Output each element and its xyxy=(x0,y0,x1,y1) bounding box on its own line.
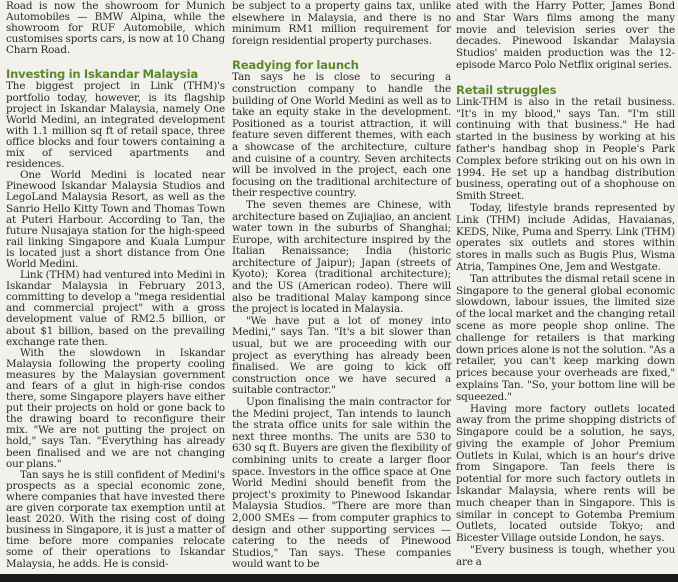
article-column-1 xyxy=(6,1,225,570)
paragraph: The biggest project in Link (THM)'s portfolio today, however, is its flagship project in Iskandar Malaysia, namely One World Medini, an integrated development with 1.1 million sq ft of retail space, three office blocks and four towers containing a mix of serviced apartments and residences. xyxy=(6,80,225,171)
paragraph: Link-THM is also in the retail business. "It's in my blood," says Tan. "I'm still continuing with that business." He had started in the business by working at his father's handbag shop in People's Park Complex before striking out on his own in 1994. He set up a handbag distribution business, operating out of a shophouse on Smith Street. xyxy=(456,95,675,203)
section-heading-investing-in-iskandar-malaysia: Investing in Iskandar Malaysia xyxy=(6,67,198,82)
paragraph: "We have put a lot of money into Medini," says Tan. "It's a bit slower than usual, but we are proceeding with our project as everything has already been finalised. We are going to kick off construction once we have secured a suitable contractor." xyxy=(232,314,451,397)
page-bottom-edge xyxy=(0,574,678,582)
paragraph: Tan attributes the dismal retail scene in Singapore to the general global economic slowdown, labour issues, the limited size of the local market and the changing retail scene as more people shop online. The challenge for retailers is that marking down prices alone is not the solution. "As a retailer, you can't keep marking down prices because your overheads are fixed," explains Tan. "So, your bottom line will be squeezed." xyxy=(456,272,675,403)
paragraph: Having more factory outlets located away from the prime shopping districts of Singapore could be a solution, he says, giving the example of Johor Premium Outlets in Kulai, which is an hour's drive from Singapore. Tan feels there is potential for more such factory outlets in Iskandar Malaysia, where rents will be much cheaper than in Singapore. This is similar in concept to Gotemba Premium Outlets, located outside Tokyo; and Bicester Village outside London, he says. xyxy=(456,402,675,545)
paragraph: Tan says he is close to securing a construction company to handle the building of One World Medini as well as to take an equity stake in the development. Positioned as a tourist attraction, it will feature seven different themes, with each a showcase of the architecture, culture and cuisine of a country. Seven architects will be involved in the project, each one focusing on the traditional architecture of their respective country. xyxy=(232,71,451,200)
paragraph: Road is now the showroom for Munich Automobiles — BMW Alpina, while the showroom for RUF Automobile, which customises sports cars, is now at 10 Chang Charn Road. xyxy=(6,0,225,57)
paragraph: Tan says he is still confident of Medini's prospects as a special economic zone, where companies that have invested there are given corporate tax exemption until at least 2020. With the rising cost of doing business in Singapore, it is just a matter of time before more companies relocate some of their operations to Iskandar Malaysia, he adds. He is consid- xyxy=(6,468,225,570)
paragraph: With the slowdown in Iskandar Malaysia following the property cooling measures by the Malaysian government and fears of a glut in high-rise condos there, some Singapore players have either put their projects on hold or gone back to the drawing board to reconfigure their mix. "We are not putting the project on hold," says Tan. "Everything has already been finalised and we are not changing our plans." xyxy=(6,346,225,470)
article-column-2 xyxy=(232,1,451,571)
paragraph: be subject to a property gains tax, unlike elsewhere in Malaysia, and there is no minimum RM1 million requirement for foreign residential property purchases. xyxy=(232,0,451,47)
paragraph: Today, lifestyle brands represented by Link (THM) include Adidas, Havaianas, KEDS, Nike, Puma and Sperry. Link (THM) operates six outlets and stores within stores in malls such as Bugis Plus, Wisma Atria, Tampines One, Jem and Westgate. xyxy=(456,201,675,273)
paragraph: "Every business is tough, whether you are a xyxy=(456,544,675,568)
paragraph: The seven themes are Chinese, with architecture based on Zujiajiao, an ancient water town in the suburbs of Shanghai; Europe, with architecture inspired by the Italian Renaissance; India (historic architecture of Jaipur); Japan (streets of Kyoto); Korea (traditional architecture); and the US (American rodeo). There will also be traditional Malay kampong since the project is located in Malaysia. xyxy=(232,198,451,316)
section-heading-retail-struggles: Retail struggles xyxy=(456,82,557,97)
paragraph: Link (THM) had ventured into Medini in Iskandar Malaysia in February 2013, committing to develop a "mega residential and commercial project" with a gross development value of RM2.5 billion, or about $1 billion, based on the prevailing exchange rate then. xyxy=(6,269,225,348)
paragraph: One World Medini is located near Pinewood Iskandar Malaysia Studios and LegoLand Malaysia Resort, as well as the Sanrio Hello Kitty Town and Thomas Town at Puteri Harbour. According to Tan, the future Nusajaya station for the high-speed rail linking Singapore and Kuala Lumpur is located just a short distance from One World Medini. xyxy=(6,169,225,270)
paragraph: Upon finalising the main contractor for the Medini project, Tan intends to launch the strata office units for sale within the next three months. The units are 530 to 630 sq ft. Buyers are given the flexibility of combining units to create a larger floor space. Investors in the office space at One World Medini should benefit from the project's proximity to Pinewood Iskandar Malaysia Studios. "There are more than 2,000 SMEs — from computer graphics to design and other supporting services — catering to the needs of Pinewood Studios," Tan says. These companies would want to be xyxy=(232,396,451,571)
paragraph: ated with the Harry Potter, James Bond and Star Wars films among the many movie and television series over the decades. Pinewood Iskandar Malaysia Studios' maiden production was the 12-episode Marco Polo Netflix original series. xyxy=(456,0,675,71)
section-heading-readying-for-launch: Readying for launch xyxy=(232,58,359,73)
article-column-3 xyxy=(456,1,675,569)
